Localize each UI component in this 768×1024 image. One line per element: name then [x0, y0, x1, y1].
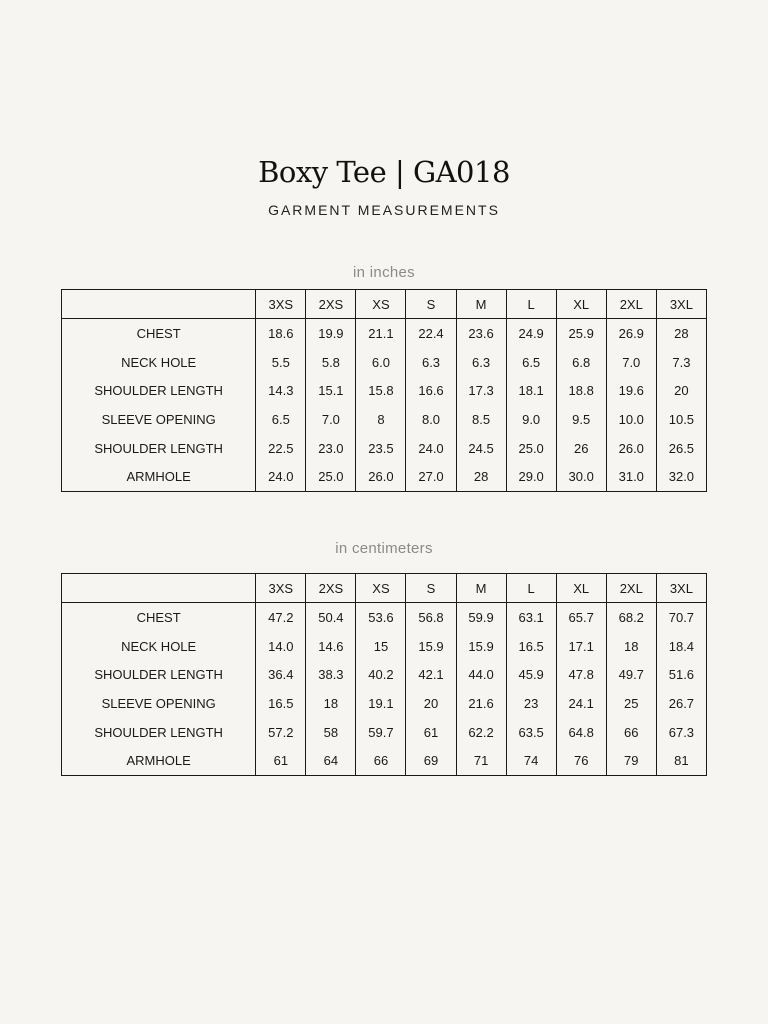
measurement-value: 26.0: [606, 434, 656, 463]
measurement-value: 10.0: [606, 405, 656, 434]
measurement-value: 19.1: [356, 689, 406, 718]
measurement-value: 63.5: [506, 718, 556, 747]
table-row: [62, 348, 707, 377]
size-header-2xs: 2XS: [306, 290, 356, 319]
measurement-value: 20: [406, 689, 456, 718]
measurement-value: 15: [356, 632, 406, 661]
measurement-value: 23: [506, 689, 556, 718]
table-row: [62, 376, 707, 405]
measurement-value: 50.4: [306, 603, 356, 632]
measurement-value: 16.5: [506, 632, 556, 661]
size-header-s: S: [406, 574, 456, 603]
measurement-label: ARMHOLE: [62, 746, 256, 775]
measurement-value: 6.3: [406, 348, 456, 377]
measurement-value: 27.0: [406, 462, 456, 491]
measurement-value: 25.0: [506, 434, 556, 463]
measurement-value: 26.7: [656, 689, 706, 718]
measurement-value: 5.5: [256, 348, 306, 377]
measurement-value: 19.6: [606, 376, 656, 405]
measurement-value: 15.9: [406, 632, 456, 661]
measurement-value: 44.0: [456, 660, 506, 689]
measurement-value: 47.8: [556, 660, 606, 689]
measurement-value: 49.7: [606, 660, 656, 689]
inches-caption: in inches: [353, 264, 415, 281]
centimeters-table: [61, 573, 707, 776]
table-row: [62, 660, 707, 689]
measurement-label: SHOULDER LENGTH: [62, 660, 256, 689]
measurement-value: 24.5: [456, 434, 506, 463]
measurement-value: 7.3: [656, 348, 706, 377]
size-header-xs: XS: [356, 574, 406, 603]
measurement-value: 18.4: [656, 632, 706, 661]
size-header-l: L: [506, 574, 556, 603]
header-blank-cell: [62, 290, 256, 319]
measurement-label: NECK HOLE: [62, 632, 256, 661]
measurement-value: 21.1: [356, 319, 406, 348]
measurement-value: 18.1: [506, 376, 556, 405]
measurement-value: 14.3: [256, 376, 306, 405]
measurement-value: 17.1: [556, 632, 606, 661]
measurement-value: 28: [456, 462, 506, 491]
size-header-m: M: [456, 574, 506, 603]
measurement-value: 8.0: [406, 405, 456, 434]
inches-table: [61, 289, 707, 492]
measurement-value: 71: [456, 746, 506, 775]
measurement-value: 18.8: [556, 376, 606, 405]
header-blank-cell: [62, 574, 256, 603]
measurement-label: SHOULDER LENGTH: [62, 434, 256, 463]
measurement-value: 74: [506, 746, 556, 775]
measurement-value: 56.8: [406, 603, 456, 632]
measurement-value: 25: [606, 689, 656, 718]
measurement-value: 40.2: [356, 660, 406, 689]
measurement-value: 53.6: [356, 603, 406, 632]
measurement-value: 31.0: [606, 462, 656, 491]
measurement-value: 59.9: [456, 603, 506, 632]
table-header-row: [62, 290, 707, 319]
measurement-value: 26.9: [606, 319, 656, 348]
measurement-value: 22.4: [406, 319, 456, 348]
measurement-label: SLEEVE OPENING: [62, 689, 256, 718]
measurement-value: 67.3: [656, 718, 706, 747]
table-row: [62, 746, 707, 775]
table-row: [62, 603, 707, 632]
measurement-value: 8.5: [456, 405, 506, 434]
measurement-value: 16.6: [406, 376, 456, 405]
measurement-value: 18: [306, 689, 356, 718]
size-header-3xs: 3XS: [256, 574, 306, 603]
table-row: [62, 319, 707, 348]
measurement-value: 68.2: [606, 603, 656, 632]
measurement-value: 30.0: [556, 462, 606, 491]
size-header-3xl: 3XL: [656, 290, 706, 319]
measurement-value: 81: [656, 746, 706, 775]
measurement-value: 23.5: [356, 434, 406, 463]
measurement-value: 15.9: [456, 632, 506, 661]
measurement-value: 6.5: [256, 405, 306, 434]
measurement-value: 23.6: [456, 319, 506, 348]
measurement-value: 9.5: [556, 405, 606, 434]
size-header-3xl: 3XL: [656, 574, 706, 603]
measurement-value: 26: [556, 434, 606, 463]
measurement-value: 24.1: [556, 689, 606, 718]
measurement-value: 42.1: [406, 660, 456, 689]
measurement-label: CHEST: [62, 603, 256, 632]
table-row: [62, 632, 707, 661]
measurement-value: 18.6: [256, 319, 306, 348]
measurement-value: 47.2: [256, 603, 306, 632]
measurement-value: 57.2: [256, 718, 306, 747]
size-header-xl: XL: [556, 574, 606, 603]
measurement-value: 21.6: [456, 689, 506, 718]
size-header-l: L: [506, 290, 556, 319]
measurement-value: 14.6: [306, 632, 356, 661]
measurement-value: 32.0: [656, 462, 706, 491]
measurement-label: SLEEVE OPENING: [62, 405, 256, 434]
table-row: [62, 462, 707, 491]
measurement-value: 19.9: [306, 319, 356, 348]
size-header-s: S: [406, 290, 456, 319]
measurement-value: 63.1: [506, 603, 556, 632]
measurement-value: 15.1: [306, 376, 356, 405]
size-header-2xl: 2XL: [606, 574, 656, 603]
measurement-label: CHEST: [62, 319, 256, 348]
page-title: Boxy Tee | GA018: [258, 155, 510, 189]
table-row: [62, 405, 707, 434]
measurement-value: 28: [656, 319, 706, 348]
measurement-value: 36.4: [256, 660, 306, 689]
measurement-value: 25.9: [556, 319, 606, 348]
measurement-value: 9.0: [506, 405, 556, 434]
measurement-label: SHOULDER LENGTH: [62, 376, 256, 405]
size-header-m: M: [456, 290, 506, 319]
measurement-value: 61: [406, 718, 456, 747]
page-subtitle: GARMENT MEASUREMENTS: [268, 202, 500, 218]
table-row: [62, 718, 707, 747]
measurement-value: 24.0: [256, 462, 306, 491]
size-header-xl: XL: [556, 290, 606, 319]
measurement-value: 23.0: [306, 434, 356, 463]
table-row: [62, 689, 707, 718]
measurement-value: 64.8: [556, 718, 606, 747]
measurement-value: 61: [256, 746, 306, 775]
measurement-value: 8: [356, 405, 406, 434]
measurement-value: 24.9: [506, 319, 556, 348]
measurement-value: 7.0: [306, 405, 356, 434]
table-row: [62, 434, 707, 463]
measurement-value: 6.0: [356, 348, 406, 377]
measurement-value: 66: [606, 718, 656, 747]
measurement-value: 25.0: [306, 462, 356, 491]
size-header-2xs: 2XS: [306, 574, 356, 603]
measurement-value: 6.5: [506, 348, 556, 377]
measurement-value: 76: [556, 746, 606, 775]
measurement-value: 66: [356, 746, 406, 775]
centimeters-caption: in centimeters: [335, 540, 433, 557]
measurement-value: 70.7: [656, 603, 706, 632]
measurement-value: 69: [406, 746, 456, 775]
measurement-value: 79: [606, 746, 656, 775]
measurement-value: 26.0: [356, 462, 406, 491]
measurement-value: 64: [306, 746, 356, 775]
measurement-value: 29.0: [506, 462, 556, 491]
measurement-label: ARMHOLE: [62, 462, 256, 491]
measurement-value: 14.0: [256, 632, 306, 661]
size-header-2xl: 2XL: [606, 290, 656, 319]
table-header-row: [62, 574, 707, 603]
measurement-value: 45.9: [506, 660, 556, 689]
measurement-label: NECK HOLE: [62, 348, 256, 377]
measurement-value: 5.8: [306, 348, 356, 377]
measurement-value: 58: [306, 718, 356, 747]
measurement-value: 59.7: [356, 718, 406, 747]
measurement-value: 65.7: [556, 603, 606, 632]
measurement-value: 6.8: [556, 348, 606, 377]
measurement-value: 18: [606, 632, 656, 661]
measurement-value: 10.5: [656, 405, 706, 434]
measurement-value: 17.3: [456, 376, 506, 405]
measurement-value: 38.3: [306, 660, 356, 689]
size-header-3xs: 3XS: [256, 290, 306, 319]
measurement-value: 51.6: [656, 660, 706, 689]
measurement-value: 62.2: [456, 718, 506, 747]
measurement-value: 15.8: [356, 376, 406, 405]
measurement-value: 22.5: [256, 434, 306, 463]
measurement-value: 20: [656, 376, 706, 405]
size-header-xs: XS: [356, 290, 406, 319]
measurement-value: 7.0: [606, 348, 656, 377]
measurement-value: 16.5: [256, 689, 306, 718]
measurement-value: 6.3: [456, 348, 506, 377]
measurement-value: 26.5: [656, 434, 706, 463]
measurement-value: 24.0: [406, 434, 456, 463]
measurement-label: SHOULDER LENGTH: [62, 718, 256, 747]
